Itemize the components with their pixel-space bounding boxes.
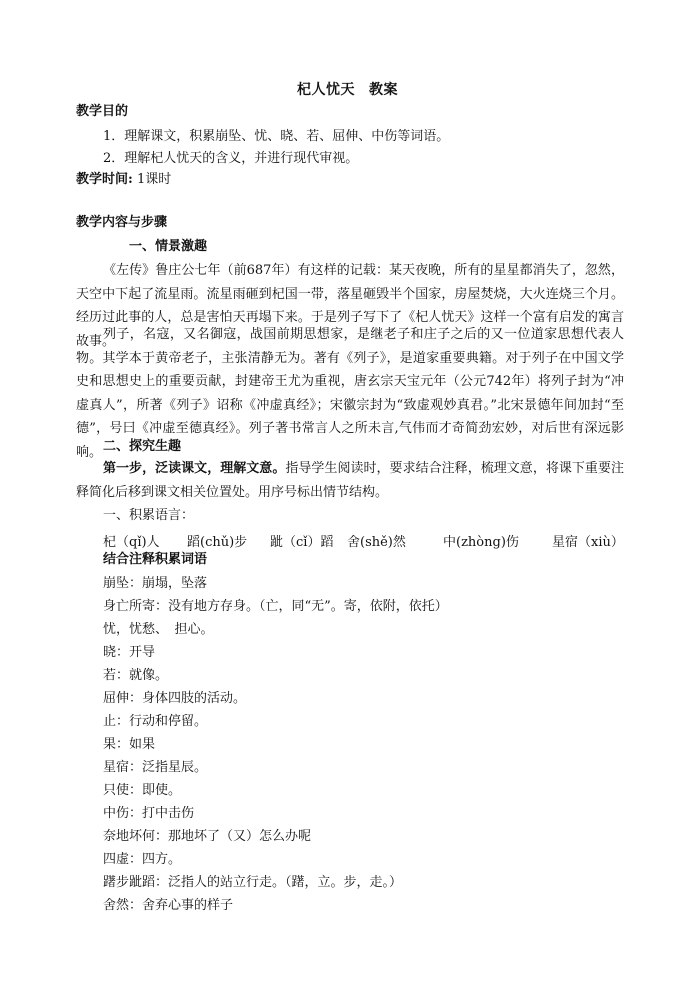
section1-paragraph-2: 列子，名寇，又名御寇，战国前期思想家，是继老子和庄子之后的又一位道家思想代表人物。其学本于黄帝老子，主张清静无为。著有《列子》，是道家重要典籍。对于列子在中国文学史和思想史上的重要贡献，封建帝王尤为重视，唐玄宗天宝元年（公元742年）将列子封为“冲虚真人”，所著《列子》诏称《冲虚真经》；宋徽宗封为“致虚观妙真君。”北宋景德年间加封“至德”，号曰《冲虚至德真经》。列子著书常言人之所未言,气伟而才奇简劲宏妙，对后世有深远影响。 — [76, 327, 624, 460]
pinyin-item: 中(zhòng)伤 — [443, 535, 519, 550]
note-item: 止：行动和停留。 — [103, 714, 208, 729]
note-item: 躇步跐蹈：泛指人的站立行走。（躇，立。步，走。） — [103, 875, 403, 890]
note-item: 晓：开导 — [103, 645, 156, 660]
step1-title: 第一步，泛读课文，理解文意。 — [103, 461, 286, 476]
pinyin-item: 蹈(chǔ)步 — [187, 535, 248, 550]
pinyin-item: 星宿（xiù） — [552, 535, 624, 550]
note-item: 中伤：打中击伤 — [103, 806, 195, 821]
notes-heading: 结合注释积累词语 — [103, 552, 208, 567]
goal-item-1: 1．理解课文，积累崩坠、忧、晓、若、屈伸、中伤等词语。 — [103, 129, 450, 144]
time-line — [76, 172, 171, 188]
note-item: 若：就像。 — [103, 668, 169, 683]
content-heading: 教学内容与步骤 — [76, 215, 168, 230]
note-item: 身亡所寄：没有地方存身。（亡，同“无”。寄，依附，依托） — [103, 599, 448, 614]
note-item: 果：如果 — [103, 737, 156, 752]
title-sub: 教案 — [369, 82, 398, 98]
step1-paragraph — [76, 457, 624, 504]
note-item: 忧，忧愁、 担心。 — [103, 622, 214, 637]
goal-item-2: 2．理解杞人忧天的含义，并进行现代审视。 — [103, 151, 359, 166]
pinyin-item: 跐（cǐ）蹈 — [270, 535, 334, 550]
pinyin-item: 杞（qǐ)人 — [103, 535, 160, 550]
section1-heading: 一、情景激趣 — [129, 239, 208, 254]
vocab-intro: 一、积累语言： — [103, 508, 195, 523]
time-value: 1课时 — [136, 172, 172, 187]
note-item: 只使：即使。 — [103, 783, 182, 798]
goal-heading: 教学目的 — [76, 104, 129, 119]
note-item: 舍然：舍弃心事的样子 — [103, 898, 234, 913]
note-item: 四虚：四方。 — [103, 852, 182, 867]
time-label: 教学时间: — [76, 172, 133, 187]
title-main: 杞人忧天 — [297, 82, 355, 98]
note-item: 星宿：泛指星辰。 — [103, 760, 208, 775]
note-item: 奈地坏何：那地坏了（又）怎么办呢 — [103, 829, 312, 844]
section1-paragraph-1: 《左传》鲁庄公七年（前687年）有这样的记载：某天夜晚，所有的星星都消失了，忽然，天空中下起了流星雨。流星雨砸到杞国一带，落星砸毁半个国家，房屋焚烧，大火连烧三个月。经历过此事的人，总是害怕天再塌下来。于是列子写下了《杞人忧天》这样一个富有启发的寓言故事。 — [76, 263, 624, 349]
note-item: 崩坠：崩塌，坠落 — [103, 576, 208, 591]
pinyin-item: 舍(shě)然 — [347, 535, 406, 550]
document-title — [0, 79, 695, 99]
section2-heading: 二、探究生趣 — [103, 439, 182, 454]
step1-text: 指导学生阅读时，要求结合注释，梳理文意，将课下重要注释简化后移到课文相关位置处。用序号标出情节结构。 — [76, 461, 624, 500]
note-item: 屈伸：身体四肢的活动。 — [103, 691, 247, 706]
